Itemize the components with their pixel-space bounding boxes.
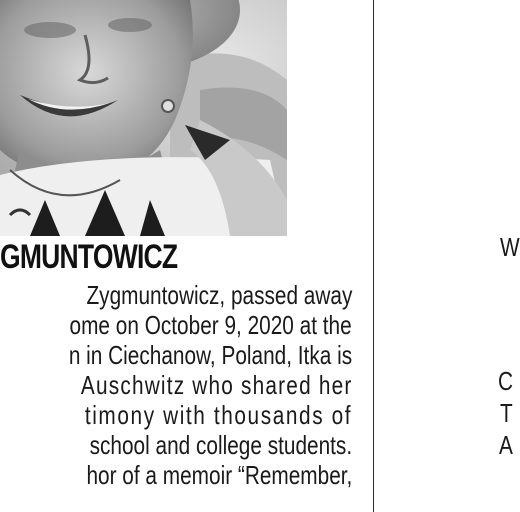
column-rule — [373, 0, 374, 512]
obituary-line: n in Ciechanow, Poland, Itka is — [68, 340, 352, 370]
right-column-fragment: C — [498, 366, 514, 396]
obituary-line: Zygmuntowicz, passed away — [86, 280, 352, 310]
obituary-body — [0, 280, 352, 490]
right-column-fragment: W — [500, 232, 520, 262]
obituary-line: hor of a memoir “Remember, — [86, 460, 352, 490]
obituary-line: timony with thousands of — [84, 400, 352, 430]
right-column-fragment: T — [500, 398, 513, 428]
obituary-photo — [0, 0, 287, 236]
right-column-fragment: A — [499, 430, 513, 460]
deceased-name-heading: GMUNTOWICZ — [0, 238, 178, 276]
obituary-line: Auschwitz who shared her — [80, 370, 352, 400]
obituary-line: ome on October 9, 2020 at the — [69, 310, 353, 340]
obituary-line: school and college students. — [89, 430, 352, 460]
